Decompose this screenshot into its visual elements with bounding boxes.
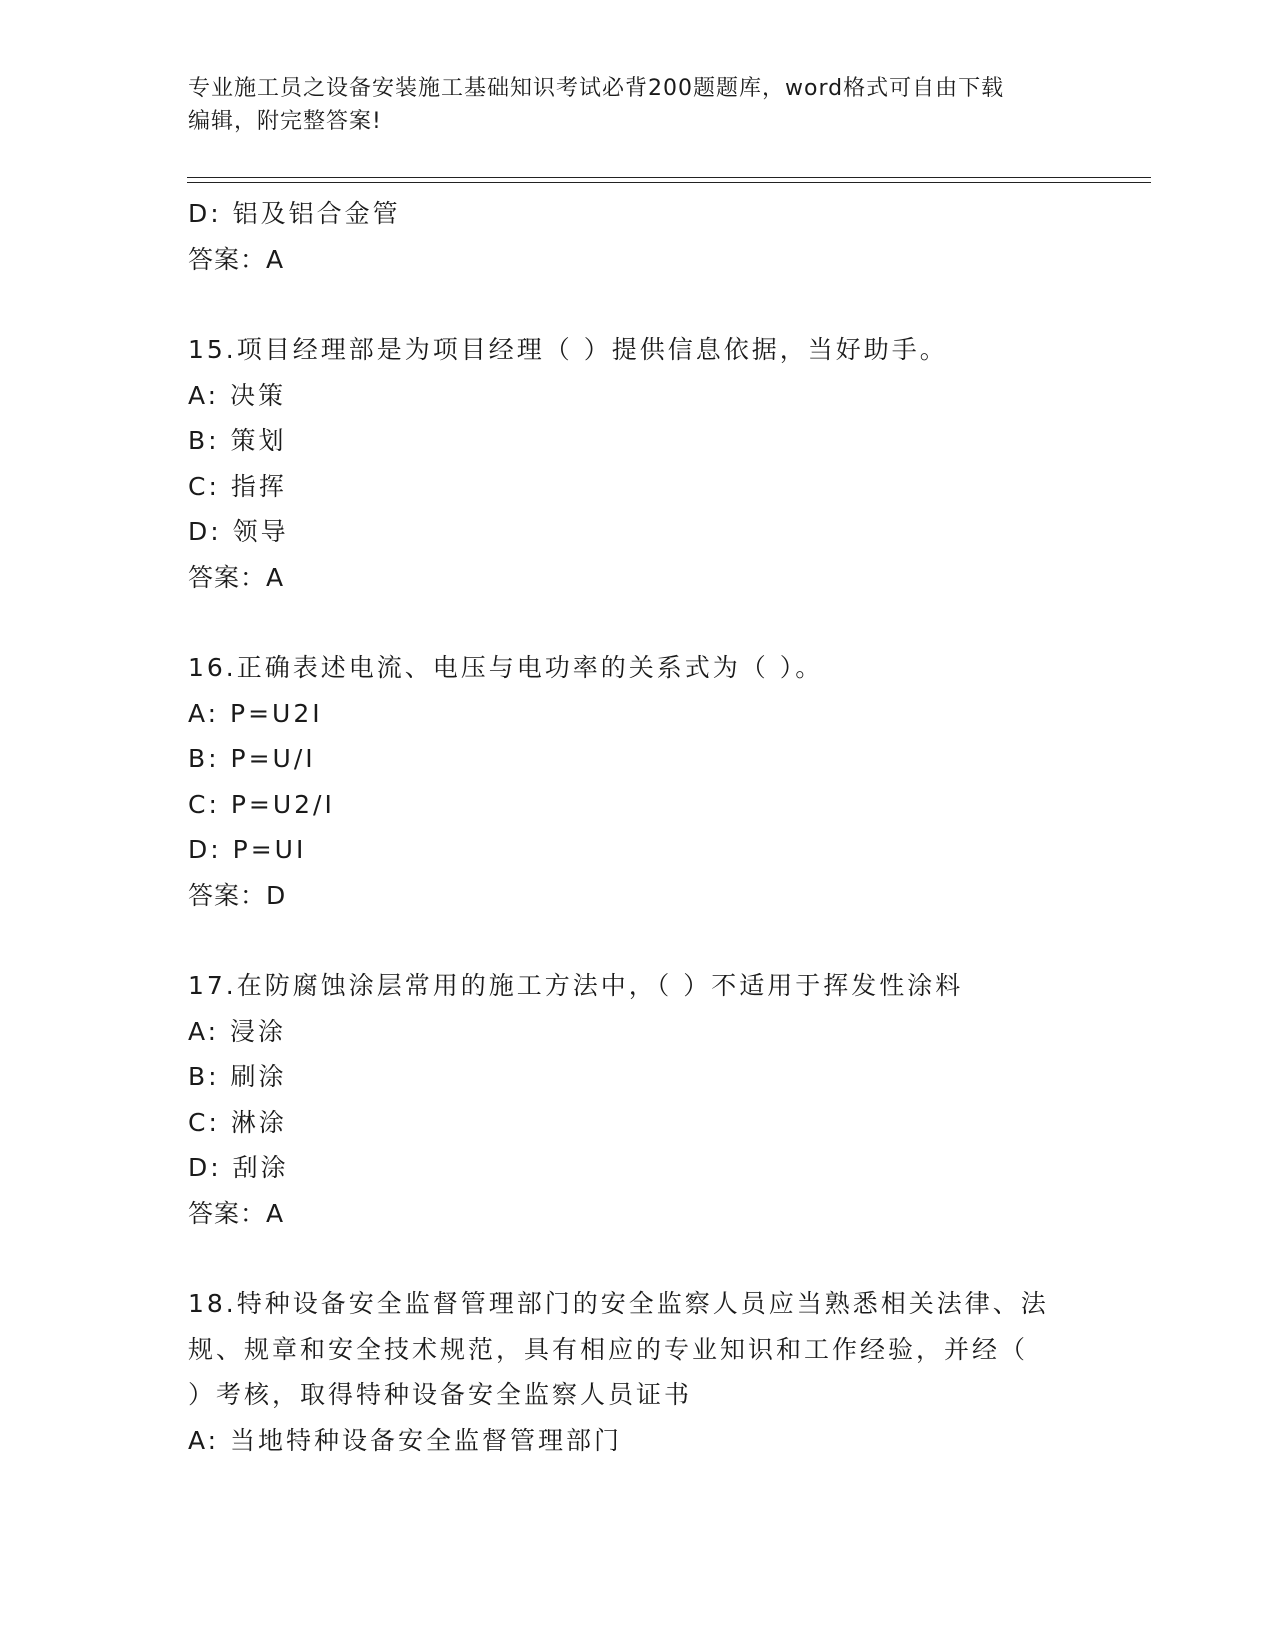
option-b: B: 刷涂 (188, 1062, 287, 1091)
question-text-line-2: 规、规章和安全技术规范，具有相应的专业知识和工作经验，并经（ (188, 1334, 1029, 1364)
answer-line: 答案：A (188, 562, 285, 592)
question-block-16 (188, 645, 1088, 918)
option-a: A: 浸涂 (188, 1016, 287, 1046)
option-a: A: P=U2I (188, 698, 323, 728)
option-a: A: 当地特种设备安全监督管理部门 (188, 1425, 623, 1455)
question-block-18 (188, 1281, 1088, 1463)
question-text-line-1: 18.特种设备安全监督管理部门的安全监察人员应当熟悉相关法律、法 (188, 1289, 1049, 1318)
option-a: A: 决策 (188, 380, 287, 410)
question-block-17 (188, 963, 1088, 1236)
document-header (188, 72, 1068, 138)
question-text: 15.项目经理部是为项目经理（ ）提供信息依据，当好助手。 (188, 335, 948, 364)
question-text: 17.在防腐蚀涂层常用的施工方法中，（ ）不适用于挥发性涂料 (188, 971, 964, 1000)
question-list (188, 191, 1088, 1463)
option-d: D: 刮涂 (188, 1153, 289, 1182)
header-line-1: 专业施工员之设备安装施工基础知识考试必背200题题库，word格式可自由下载 (188, 76, 1005, 101)
option-c: C: 指挥 (188, 471, 287, 501)
header-rule-top (187, 177, 1151, 178)
option-c: C: P=U2/I (188, 789, 335, 819)
question-block-14 (188, 191, 1088, 282)
option-d: D: P=UI (188, 835, 307, 864)
question-block-15 (188, 327, 1088, 600)
header-rule-bottom (187, 182, 1151, 183)
question-text-line-3: ）考核，取得特种设备安全监察人员证书 (188, 1380, 693, 1409)
option-b: B: 策划 (188, 426, 287, 455)
header-line-2: 编辑，附完整答案! (188, 109, 382, 134)
option-d: D: 铝及铝合金管 (188, 199, 401, 228)
option-c: C: 淋涂 (188, 1107, 287, 1137)
option-d: D: 领导 (188, 517, 289, 546)
answer-line: 答案：A (188, 1198, 285, 1228)
answer-line: 答案：D (188, 880, 287, 910)
answer-line: 答案：A (188, 244, 285, 274)
question-text: 16.正确表述电流、电压与电功率的关系式为（ ）。 (188, 653, 824, 682)
option-b: B: P=U/I (188, 744, 316, 773)
